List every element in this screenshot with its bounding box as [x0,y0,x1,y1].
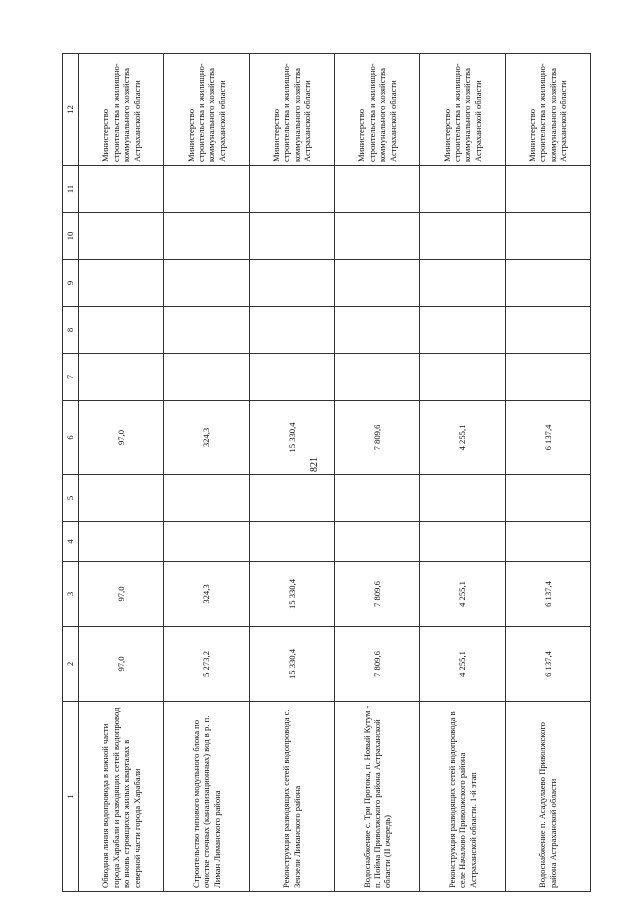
value-col-6: 324,3 [164,401,249,475]
col-header-6: 6 [63,401,79,475]
value-col-5 [79,475,164,522]
value-col-5 [249,475,334,522]
value-col-6: 7 809,6 [334,401,419,475]
value-col-5 [334,475,419,522]
value-col-4 [249,522,334,562]
table-row [334,54,419,892]
responsible-ministry: Министерство строительства и жилищно-коммунального хозяйства Астраханской области [505,54,590,166]
col-header-12: 12 [63,54,79,166]
responsible-ministry: Министерство строительства и жилищно-коммунального хозяйства Астраханской области [420,54,505,166]
value-col-4 [420,522,505,562]
value-col-11 [164,166,249,213]
col-header-2: 2 [63,627,79,702]
table-row [249,54,334,892]
value-col-3: 324,3 [164,562,249,627]
rotated-table-container [62,54,591,892]
responsible-ministry: Министерство строительства и жилищно-коммунального хозяйства Астраханской области [164,54,249,166]
value-col-9 [420,260,505,307]
col-header-7: 7 [63,354,79,401]
value-col-9 [334,260,419,307]
value-col-2: 7 809,6 [334,627,419,702]
project-name: Строительство типового модульного блока по очистке сточных (канализационных) вод в р. п. Лиман Лиманского района [164,702,249,892]
responsible-ministry: Министерство строительства и жилищно-коммунального хозяйства Астраханской области [334,54,419,166]
col-header-8: 8 [63,307,79,354]
value-col-4 [505,522,590,562]
value-col-10 [334,213,419,260]
value-col-6: 4 255,1 [420,401,505,475]
value-col-9 [79,260,164,307]
responsible-ministry: Министерство строительства и жилищно-коммунального хозяйства Астраханской области [249,54,334,166]
value-col-4 [164,522,249,562]
value-col-5 [505,475,590,522]
value-col-7 [79,354,164,401]
value-col-3: 4 255,1 [420,562,505,627]
table-row [79,54,164,892]
value-col-9 [505,260,590,307]
table-row [505,54,590,892]
col-header-11: 11 [63,166,79,213]
col-header-4: 4 [63,522,79,562]
table-row [420,54,505,892]
col-header-10: 10 [63,213,79,260]
value-col-8 [420,307,505,354]
value-col-9 [249,260,334,307]
page-number: 821 [309,457,320,472]
value-col-11 [79,166,164,213]
project-name: Водоснабжение п. Асадулаево Приволжского района Астраханской области [505,702,590,892]
value-col-10 [505,213,590,260]
table-row [164,54,249,892]
col-header-5: 5 [63,475,79,522]
value-col-3: 6 137,4 [505,562,590,627]
value-col-6: 6 137,4 [505,401,590,475]
col-header-3: 3 [63,562,79,627]
value-col-7 [249,354,334,401]
value-col-7 [164,354,249,401]
value-col-3: 15 330,4 [249,562,334,627]
value-col-9 [164,260,249,307]
value-col-11 [420,166,505,213]
value-col-6: 15 330,4 [249,401,334,475]
value-col-8 [249,307,334,354]
col-header-9: 9 [63,260,79,307]
value-col-11 [249,166,334,213]
value-col-7 [505,354,590,401]
value-col-7 [334,354,419,401]
value-col-3: 97,0 [79,562,164,627]
project-name: Реконструкция разводящих сетей водопровода в селе Началово Приволжского района Астраханской области. 1-й этап [420,702,505,892]
value-col-10 [249,213,334,260]
value-col-10 [164,213,249,260]
value-col-3: 7 809,6 [334,562,419,627]
budget-table [62,53,591,892]
header-row [63,54,79,892]
value-col-5 [420,475,505,522]
value-col-2: 6 137,4 [505,627,590,702]
value-col-2: 4 255,1 [420,627,505,702]
value-col-10 [79,213,164,260]
value-col-10 [420,213,505,260]
value-col-8 [79,307,164,354]
value-col-4 [334,522,419,562]
col-header-1: 1 [63,702,79,892]
project-name: Обводная линия водопровода в южной части города Харабали и разводящих сетей водопровод во вновь строящихся жилых кварталах в северной части города Харабали [79,702,164,892]
value-col-11 [505,166,590,213]
value-col-4 [79,522,164,562]
project-name: Водоснабжение с. Три Протока, п. Новый Кутум - п. Пойма Приволжского района Астраханской области (II очередь) [334,702,419,892]
value-col-6: 97,0 [79,401,164,475]
value-col-11 [334,166,419,213]
value-col-2: 15 330,4 [249,627,334,702]
value-col-7 [420,354,505,401]
value-col-5 [164,475,249,522]
value-col-2: 5 273,2 [164,627,249,702]
value-col-8 [334,307,419,354]
value-col-8 [505,307,590,354]
responsible-ministry: Министерство строительства и жилищно-коммунального хозяйства Астраханской области [79,54,164,166]
value-col-2: 97,0 [79,627,164,702]
project-name: Реконструкция разводящих сетей водопровода с. Зензели Лиманского района [249,702,334,892]
value-col-8 [164,307,249,354]
